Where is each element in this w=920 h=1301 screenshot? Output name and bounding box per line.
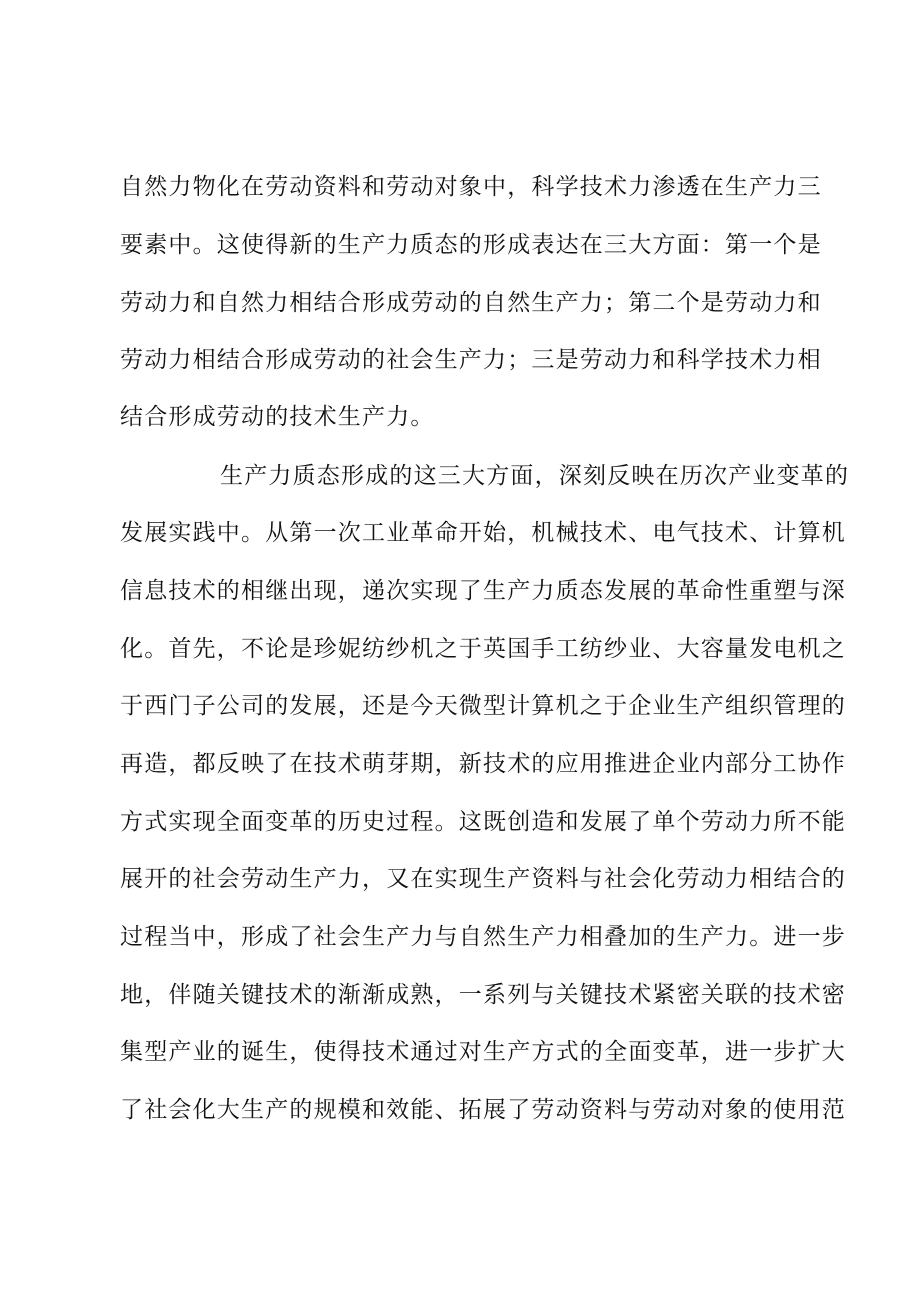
paragraph-1-line-3: 劳动力和自然力相结合形成劳动的自然生产力；第二个是劳动力和 [120, 290, 822, 316]
paragraph-2-line-7: 方式实现全面变革的历史过程。这既创造和发展了单个劳动力所不能 [120, 809, 846, 835]
paragraph-1-line-2: 要素中。这使得新的生产力质态的形成表达在三大方面：第一个是 [120, 232, 822, 258]
paragraph-2-line-6: 再造，都反映了在技术萌芽期，新技术的应用推进企业内部分工协作 [120, 751, 846, 777]
paragraph-2-line-10: 地，伴随关键技术的渐渐成熟，一系列与关键技术紧密关联的技术密 [120, 982, 846, 1008]
paragraph-1-line-4: 劳动力相结合形成劳动的社会生产力；三是劳动力和科学技术力相 [120, 347, 822, 373]
paragraph-2-line-4: 化。首先，不论是珍妮纺纱机之于英国手工纺纱业、大容量发电机之 [120, 636, 846, 662]
paragraph-2-line-9: 过程当中，形成了社会生产力与自然生产力相叠加的生产力。进一步 [120, 924, 846, 950]
paragraph-2-line-2: 发展实践中。从第一次工业革命开始，机械技术、电气技术、计算机 [120, 520, 846, 546]
paragraph-2-line-11: 集型产业的诞生，使得技术通过对生产方式的全面变革，进一步扩大 [120, 1039, 846, 1065]
paragraph-2-line-1: 生产力质态形成的这三大方面，深刻反映在历次产业变革的 [220, 463, 850, 489]
paragraph-2-line-5: 于西门子公司的发展，还是今天微型计算机之于企业生产组织管理的 [120, 693, 846, 719]
paragraph-1-line-5: 结合形成劳动的技术生产力。 [120, 404, 435, 430]
paragraph-2-line-12: 了社会化大生产的规模和效能、拓展了劳动资料与劳动对象的使用范 [120, 1097, 846, 1123]
paragraph-2-line-8: 展开的社会劳动生产力，又在实现生产资料与社会化劳动力相结合的 [120, 866, 846, 892]
paragraph-2-line-3: 信息技术的相继出现，递次实现了生产力质态发展的革命性重塑与深 [120, 578, 846, 604]
paragraph-1-line-1: 自然力物化在劳动资料和劳动对象中，科学技术力渗透在生产力三 [120, 174, 822, 200]
